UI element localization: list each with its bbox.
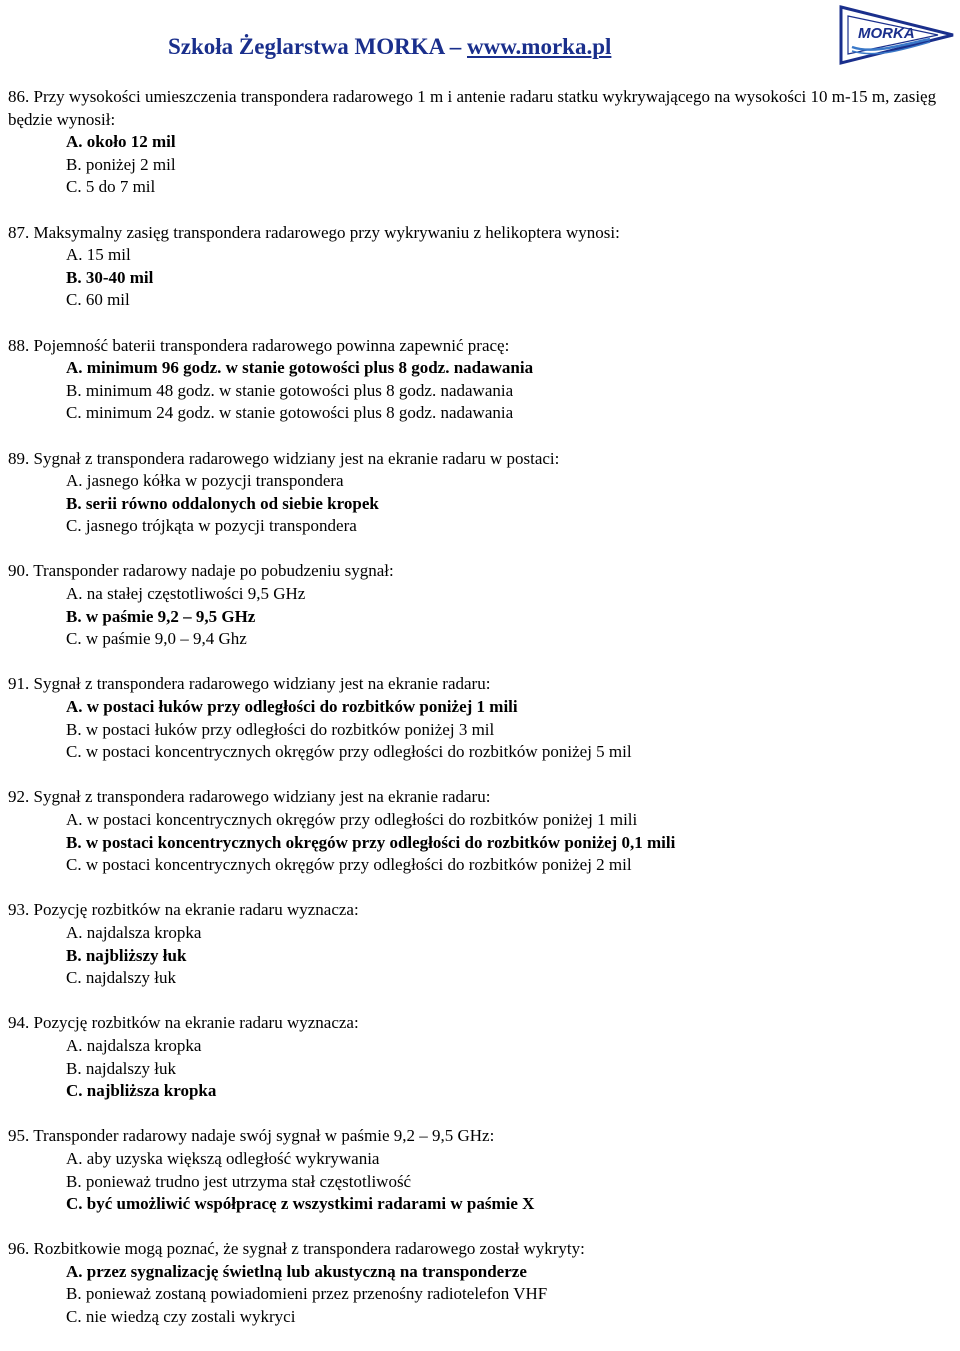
school-name: Szkoła Żeglarstwa MORKA (168, 34, 444, 59)
question-text: 88. Pojemność baterii transpondera radarowego powinna zapewnić pracę: (8, 335, 510, 355)
answer-option: C. najdalszy łuk (66, 968, 177, 988)
answer-option: C. 60 mil (66, 290, 130, 310)
answer-option: A. w postaci koncentrycznych okręgów przy odległości do rozbitków poniżej 1 mili (66, 810, 638, 829)
question-block (8, 1238, 952, 1328)
question-text: 89. Sygnał z transpondera radarowego widziany jest na ekranie radaru w postaci: (8, 448, 560, 468)
question-block (8, 86, 952, 199)
answer-option-correct: B. w paśmie 9,2 – 9,5 GHz (66, 606, 256, 626)
answer-option: B. poniżej 2 mil (66, 154, 176, 174)
page-header (0, 0, 960, 74)
site-title (168, 32, 611, 62)
answer-option-correct: B. w postaci koncentrycznych okręgów przy odległości do rozbitków poniżej 0,1 mili (66, 832, 676, 852)
question-list (8, 86, 952, 1351)
question-text: 95. Transponder radarowy nadaje swój sygnał w paśmie 9,2 – 9,5 GHz: (8, 1126, 495, 1146)
question-block (8, 673, 952, 763)
answer-option: A. aby uzyska większą odległość wykrywania (66, 1148, 380, 1168)
answer-option: A. jasnego kółka w pozycji transpondera (66, 471, 344, 491)
site-url-link[interactable]: www.morka.pl (467, 34, 612, 59)
answer-option-correct: B. serii równo oddalonych od siebie kropek (66, 493, 379, 513)
question-block (8, 335, 952, 425)
question-block (8, 786, 952, 876)
question-text: 94. Pozycję rozbitków na ekranie radaru wyznacza: (8, 1013, 359, 1033)
answer-option-correct: A. przez sygnalizację świetlną lub akustyczną na transponderze (66, 1261, 527, 1281)
morka-logo (838, 4, 956, 66)
answer-option: C. jasnego trójkąta w pozycji transpondera (66, 516, 357, 536)
question-text: 92. Sygnał z transpondera radarowego widziany jest na ekranie radaru: (8, 787, 491, 807)
answer-option: A. najdalsza kropka (66, 1035, 202, 1055)
answer-option: B. minimum 48 godz. w stanie gotowości plus 8 godz. nadawania (66, 380, 514, 400)
answer-option: B. ponieważ trudno jest utrzyma stał częstotliwość (66, 1171, 412, 1191)
answer-option-correct: A. w postaci łuków przy odległości do rozbitków poniżej 1 mili (66, 697, 518, 717)
answer-option-correct: B. najbliższy łuk (66, 945, 187, 965)
answer-option: A. najdalsza kropka (66, 922, 202, 942)
question-block (8, 1012, 952, 1102)
answer-option-correct: C. być umożliwić współpracę z wszystkimi radarami w paśmie X (66, 1194, 535, 1214)
answer-option: C. 5 do 7 mil (66, 177, 156, 197)
answer-option-correct: A. minimum 96 godz. w stanie gotowości plus 8 godz. nadawania (66, 358, 534, 378)
question-text: 87. Maksymalny zasięg transpondera radarowego przy wykrywaniu z helikoptera wynosi: (8, 222, 620, 242)
answer-option: C. w postaci koncentrycznych okręgów przy odległości do rozbitków poniżej 2 mil (66, 855, 632, 875)
answer-option: C. minimum 24 godz. w stanie gotowości plus 8 godz. nadawania (66, 403, 514, 423)
answer-option-correct: A. około 12 mil (66, 132, 176, 152)
answer-option-correct: C. najbliższa kropka (66, 1081, 217, 1101)
question-text: 91. Sygnał z transpondera radarowego widziany jest na ekranie radaru: (8, 674, 491, 694)
question-block (8, 448, 952, 538)
question-block (8, 222, 952, 312)
answer-option: B. w postaci łuków przy odległości do rozbitków poniżej 3 mil (66, 719, 495, 739)
question-text: 96. Rozbitkowie mogą poznać, że sygnał z transpondera radarowego został wykryty: (8, 1239, 585, 1259)
question-text: 86. Przy wysokości umieszczenia transpondera radarowego 1 m i antenie radaru statku wykrywającego na wysokości 10 m-15 m, zasięg będzie wynosił: (8, 87, 937, 129)
question-text: 90. Transponder radarowy nadaje po pobudzeniu sygnał: (8, 561, 394, 581)
logo-text: MORKA (858, 25, 915, 42)
question-block (8, 560, 952, 650)
question-block (8, 1125, 952, 1215)
answer-option-correct: B. 30-40 mil (66, 267, 154, 287)
answer-option: C. w paśmie 9,0 – 9,4 Ghz (66, 629, 247, 649)
answer-option: B. ponieważ zostaną powiadomieni przez przenośny radiotelefon VHF (66, 1284, 548, 1304)
title-separator: – (449, 34, 462, 59)
question-block (8, 899, 952, 989)
answer-option: C. w postaci koncentrycznych okręgów przy odległości do rozbitków poniżej 5 mil (66, 742, 632, 762)
answer-option: B. najdalszy łuk (66, 1058, 177, 1078)
answer-option: A. na stałej częstotliwości 9,5 GHz (66, 584, 306, 604)
answer-option: C. nie wiedzą czy zostali wykryci (66, 1307, 296, 1327)
question-text: 93. Pozycję rozbitków na ekranie radaru wyznacza: (8, 900, 359, 920)
answer-option: A. 15 mil (66, 245, 131, 265)
